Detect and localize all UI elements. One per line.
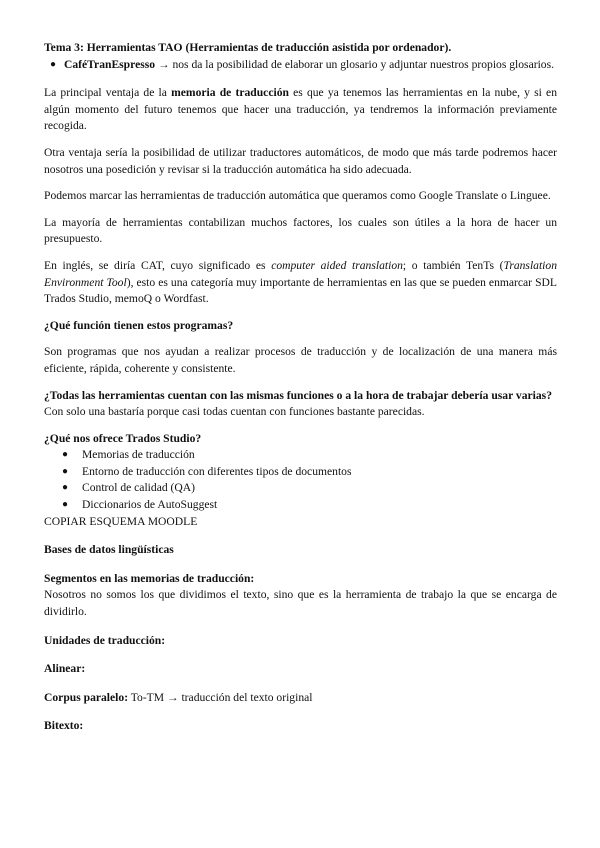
bullet-icon: ● [50, 58, 57, 70]
list-item [44, 480, 557, 497]
tool-name: CaféTranEspresso [64, 57, 156, 71]
heading-alinear: Alinear: [44, 662, 86, 676]
paragraph-traductores: Otra ventaja sería la posibilidad de utilizar traductores automáticos, de modo que más tarde podremos hacer nosotros una posedición y revisar si la traducción automática ha sido adecuada. [44, 145, 557, 176]
bullet-icon: ● [62, 465, 69, 477]
list-item [44, 447, 557, 464]
paragraph-marcar: Podemos marcar las herramientas de traducción automática que queramos como Google Translate o Linguee. [44, 189, 551, 203]
bullet-icon: ● [62, 449, 69, 461]
heading-bases: Bases de datos lingüísticas [44, 543, 174, 557]
heading-trados: ¿Qué nos ofrece Trados Studio? [44, 431, 202, 445]
heading-segmentos: Segmentos en las memorias de traducción: [44, 571, 255, 585]
note-moodle: COPIAR ESQUEMA MOODLE [44, 514, 198, 528]
tool-description: nos da la posibilidad de elaborar un glosario y adjuntar nuestros propios glosarios. [172, 57, 555, 71]
paragraph-funcion: Son programas que nos ayudan a realizar procesos de traducción y de localización de una manera más eficiente, rápida, coherente y consistente. [44, 345, 557, 375]
bullet-icon: ● [62, 482, 69, 494]
document-page [44, 40, 557, 735]
trados-list [44, 447, 557, 513]
list-item-cafetranespresso [44, 57, 557, 74]
heading-todas: ¿Todas las herramientas cuentan con las mismas funciones o a la hora de trabajar debería usar varias? [44, 388, 552, 402]
paragraph-memoria [44, 85, 557, 135]
bold-term: memoria de traducción [171, 86, 289, 100]
italic-term: computer aided translation [271, 258, 403, 272]
text-run: es que ya tenemos las herramientas en la nube, y si en algún momento del futuro tenemos que hacer una traducción, ya tendremos la información previamente recogida. [44, 86, 557, 133]
list-item [44, 497, 557, 514]
paragraph-cat [44, 258, 557, 308]
corpus-text: To-TM → traducción del texto original [128, 690, 313, 704]
list-item-label: Control de calidad (QA) [82, 481, 196, 495]
tools-list [44, 57, 557, 74]
corpus-label: Corpus paralelo: [44, 690, 129, 704]
list-item-label: Entorno de traducción con diferentes tipos de documentos [82, 464, 352, 478]
paragraph-corpus [44, 690, 557, 707]
text-run: La principal ventaja de la [44, 86, 172, 100]
text-run: En inglés, se diría CAT, cuyo significado es [44, 258, 272, 272]
paragraph-todas: Con solo una bastaría porque casi todas cuentan con funciones bastante parecidas. [44, 405, 425, 419]
heading-unidades: Unidades de traducción: [44, 633, 166, 647]
text-run: ), esto es una categoría muy importante de herramientas en las que se pueden enmarcar SDL Trados Studio, memoQ o Wordfast. [44, 275, 557, 306]
document-title: Tema 3: Herramientas TAO (Herramientas de traducción asistida por ordenador). [44, 41, 452, 54]
list-item-label: Diccionarios de AutoSuggest [82, 498, 218, 512]
italic-term: Translation Environment Tool [44, 258, 557, 289]
bullet-icon: ● [62, 499, 69, 511]
heading-bitexto: Bitexto: [44, 719, 84, 733]
paragraph-segmentos: Nosotros no somos los que dividimos el texto, sino que es la herramienta de trabajo la que se encarga de dividirlo. [44, 588, 557, 619]
list-item [44, 464, 557, 481]
arrow-icon: → [157, 57, 170, 71]
paragraph-presupuesto: La mayoría de herramientas contabilizan muchos factores, los cuales son útiles a la hora de hacer un presupuesto. [44, 215, 557, 246]
heading-funcion: ¿Qué función tienen estos programas? [44, 318, 234, 332]
list-item-label: Memorias de traducción [82, 448, 195, 462]
text-run: ; o también TenTs ( [402, 258, 504, 272]
